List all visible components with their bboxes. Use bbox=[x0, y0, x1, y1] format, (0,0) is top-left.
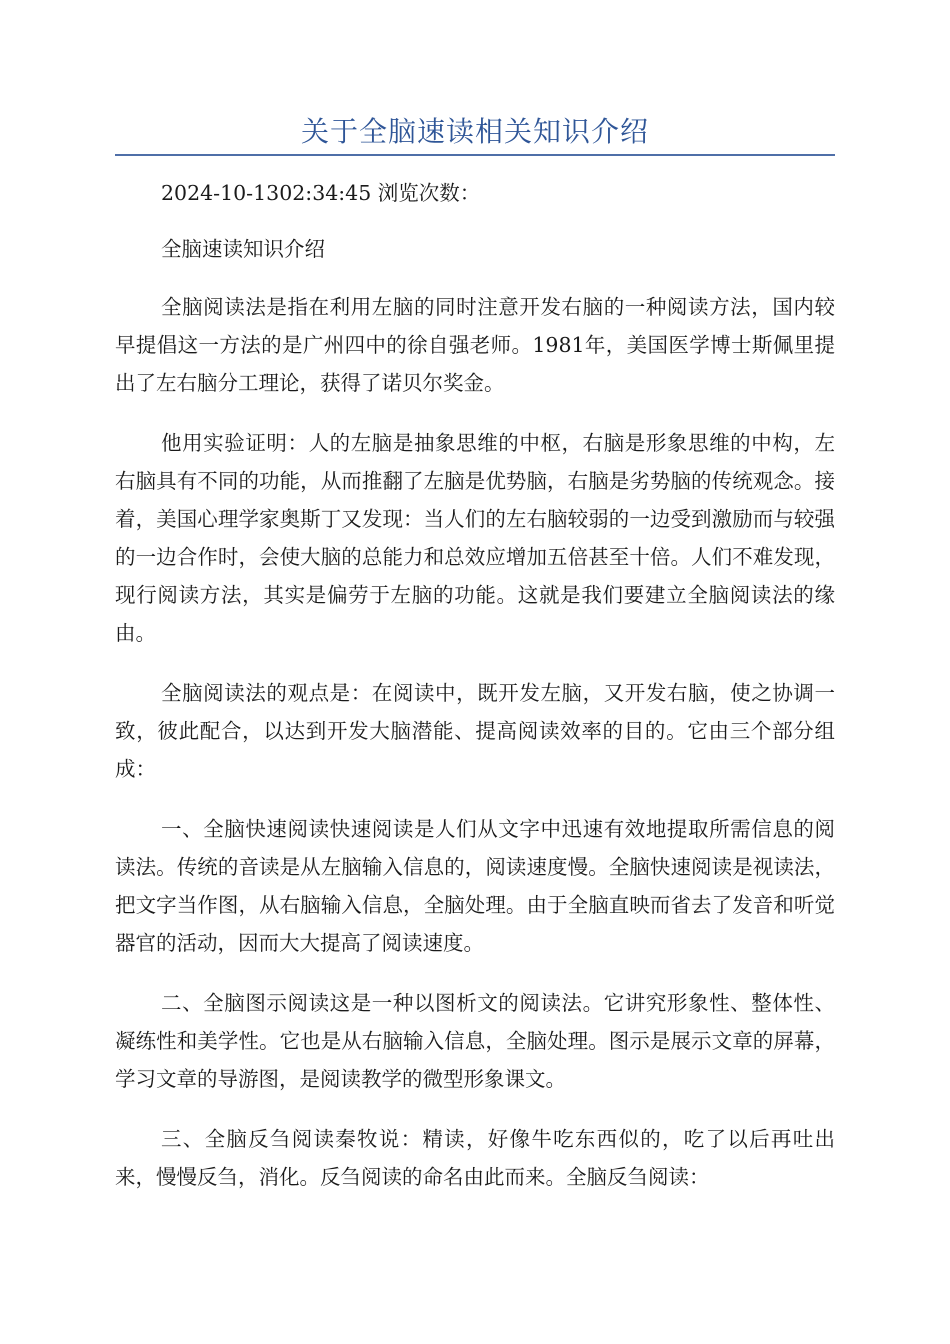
document-title: 关于全脑速读相关知识介绍 bbox=[300, 115, 649, 148]
section-subheading: 全脑速读知识介绍 bbox=[161, 237, 325, 261]
paragraph: 全脑阅读法是指在利用左脑的同时注意开发右脑的一种阅读方法，国内较早提倡这一方法的是广州四中的徐自强老师。1981年，美国医学博士斯佩里提出了左右脑分工理论，获得了诺贝尔奖金。 bbox=[115, 295, 835, 395]
paragraph: 二、全脑图示阅读这是一种以图析文的阅读法。它讲究形象性、整体性、凝练性和美学性。它也是从右脑输入信息，全脑处理。图示是展示文章的屏幕，学习文章的导游图，是阅读教学的微型形象课文。 bbox=[115, 991, 835, 1091]
paragraph: 三、全脑反刍阅读秦牧说：精读，好像牛吃东西似的，吃了以后再吐出来，慢慢反刍，消化。反刍阅读的命名由此而来。全脑反刍阅读： bbox=[115, 1127, 835, 1189]
paragraph: 全脑阅读法的观点是：在阅读中，既开发左脑，又开发右脑，使之协调一致，彼此配合，以达到开发大脑潜能、提高阅读效率的目的。它由三个部分组成： bbox=[115, 681, 835, 781]
publish-meta: 2024-10-1302:34:45 浏览次数： bbox=[161, 181, 481, 205]
title-underline bbox=[115, 154, 835, 156]
paragraph: 一、全脑快速阅读快速阅读是人们从文字中迅速有效地提取所需信息的阅读法。传统的音读是从左脑输入信息的，阅读速度慢。全脑快速阅读是视读法，把文字当作图，从右脑输入信息，全脑处理。由于全脑直映而省去了发音和听觉器官的活动，因而大大提高了阅读速度。 bbox=[115, 817, 835, 955]
paragraph: 他用实验证明：人的左脑是抽象思维的中枢，右脑是形象思维的中构，左右脑具有不同的功能，从而推翻了左脑是优势脑，右脑是劣势脑的传统观念。接着，美国心理学家奥斯丁又发现：当人们的左右脑较弱的一边受到激励而与较强的一边合作时，会使大脑的总能力和总效应增加五倍甚至十倍。人们不难发现，现行阅读方法，其实是偏劳于左脑的功能。这就是我们要建立全脑阅读法的缘由。 bbox=[115, 431, 835, 645]
document-body bbox=[115, 174, 835, 1218]
